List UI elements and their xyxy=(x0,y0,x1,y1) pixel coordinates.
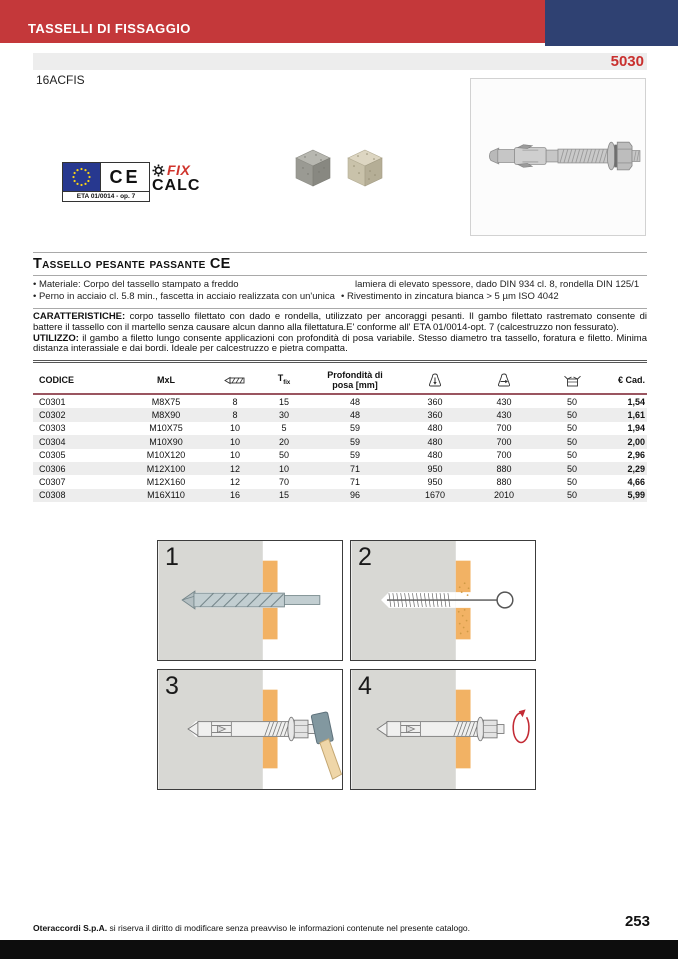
cell-drill-diameter: 10 xyxy=(229,423,240,434)
cell-price: 1,54 xyxy=(627,396,645,407)
header-mxl: MxL xyxy=(121,367,211,394)
cell-shear-load: 430 xyxy=(496,396,512,407)
cell-pack-qty: 50 xyxy=(566,423,577,434)
divider xyxy=(33,275,647,276)
installation-step-2 xyxy=(350,540,536,661)
divider xyxy=(33,308,647,309)
cell-drill-diameter: 10 xyxy=(229,436,240,447)
bullet-continuation: lamiera di elevato spessore, dado DIN 934 cl. 8, rondella DIN 125/1 xyxy=(355,279,640,290)
cell-profondita: 59 xyxy=(349,423,360,434)
cell-tfix: 20 xyxy=(278,436,289,447)
cell-price: 2,96 xyxy=(627,450,645,461)
cell-tfix: 15 xyxy=(278,396,289,407)
installation-step-1 xyxy=(157,540,343,661)
cell-profondita: 71 xyxy=(349,463,360,474)
cell-pack-qty: 50 xyxy=(566,463,577,474)
header-drill-diameter xyxy=(211,367,259,394)
header-blue-block xyxy=(545,0,678,46)
cell-axial-load: 360 xyxy=(427,410,443,421)
header-axial-load xyxy=(401,367,469,394)
section-title: Tassello pesante passante CE xyxy=(33,256,231,272)
cell-mxl: M10X120 xyxy=(146,450,186,461)
cell-tfix: 15 xyxy=(278,490,289,501)
step-number: 2 xyxy=(358,543,372,571)
axial-load-icon xyxy=(427,373,443,387)
stone-cube-icon xyxy=(344,146,386,188)
cell-shear-load: 700 xyxy=(496,436,512,447)
bullet-item: • Rivestimento in zincatura bianca > 5 µm ISO 4042 xyxy=(341,290,559,302)
divider xyxy=(33,252,647,253)
eu-flag-icon xyxy=(63,163,101,191)
cell-codice: C0301 xyxy=(39,396,66,407)
table-row xyxy=(33,394,647,408)
cell-profondita: 48 xyxy=(349,396,360,407)
cell-price: 2,00 xyxy=(627,436,645,447)
series-band xyxy=(33,53,647,70)
cell-profondita: 59 xyxy=(349,436,360,447)
cell-mxl: M8X75 xyxy=(151,396,181,407)
hammer-anchor-illustration xyxy=(158,670,342,789)
cell-shear-load: 430 xyxy=(496,410,512,421)
cell-price: 1,61 xyxy=(627,410,645,421)
bullet-item: • Materiale: Corpo del tassello stampato a freddo xyxy=(33,279,239,290)
cell-pack-qty: 50 xyxy=(566,450,577,461)
cell-drill-diameter: 8 xyxy=(232,396,238,407)
cell-drill-diameter: 12 xyxy=(229,463,240,474)
series-code: 5030 xyxy=(610,53,644,70)
header-shear-load xyxy=(469,367,539,394)
fixcalc-calc-label: CALC xyxy=(152,177,201,194)
clean-hole-illustration xyxy=(351,541,535,660)
installation-step-4 xyxy=(350,669,536,790)
cell-codice: C0305 xyxy=(39,450,66,461)
anchor-bolt-photo xyxy=(471,79,645,235)
header-profondita: Profondità di posa [mm] xyxy=(309,367,401,394)
cell-profondita: 71 xyxy=(349,477,360,488)
base-material-icons xyxy=(292,146,386,188)
footer-bar xyxy=(0,940,678,959)
cell-mxl: M16X110 xyxy=(147,490,185,501)
cell-axial-load: 480 xyxy=(427,436,443,447)
fixcalc-fix-label: FIX xyxy=(167,162,191,178)
fixcalc-logo xyxy=(152,163,200,194)
cell-shear-load: 880 xyxy=(496,463,512,474)
cell-tfix: 70 xyxy=(278,477,289,488)
step-number: 3 xyxy=(165,672,179,700)
cell-pack-qty: 50 xyxy=(566,436,577,447)
cell-profondita: 59 xyxy=(349,450,360,461)
ce-mark: CE xyxy=(109,166,141,187)
header-price: € Cad. xyxy=(605,367,647,394)
cell-codice: C0303 xyxy=(39,423,66,434)
cell-price: 5,99 xyxy=(627,490,645,501)
tighten-nut-illustration xyxy=(351,670,535,789)
cell-codice: C0308 xyxy=(39,490,66,501)
cell-shear-load: 2010 xyxy=(493,490,515,501)
header-tfix: $T_{fix}$ xyxy=(259,367,309,394)
cell-tfix: 30 xyxy=(278,410,289,421)
package-quantity-icon xyxy=(563,374,582,387)
gear-icon xyxy=(152,164,165,177)
product-table xyxy=(33,367,647,502)
table-header-row xyxy=(33,367,647,394)
table-row xyxy=(33,422,647,435)
cell-profondita: 96 xyxy=(349,490,360,501)
cell-axial-load: 950 xyxy=(427,477,443,488)
cell-axial-load: 480 xyxy=(427,423,443,434)
table-row xyxy=(33,462,647,475)
table-body xyxy=(33,394,647,502)
table-row xyxy=(33,435,647,448)
cell-axial-load: 950 xyxy=(427,463,443,474)
table-row xyxy=(33,408,647,421)
cell-codice: C0306 xyxy=(39,463,66,474)
description-paragraphs xyxy=(33,312,647,355)
cell-shear-load: 880 xyxy=(496,477,512,488)
cell-drill-diameter: 10 xyxy=(229,450,240,461)
shear-load-icon xyxy=(496,373,512,387)
cell-pack-qty: 50 xyxy=(566,490,577,501)
bullet-item: • Perno in acciaio cl. 5.8 min., fascetta in acciaio realizzata con un'unica xyxy=(33,290,335,302)
header-codice: CODICE xyxy=(33,367,121,394)
double-divider xyxy=(33,360,647,363)
cell-codice: C0302 xyxy=(39,410,66,421)
cell-mxl: M12X100 xyxy=(146,463,186,474)
page-title: TASSELLI DI FISSAGGIO xyxy=(28,21,191,36)
cell-axial-load: 1670 xyxy=(424,490,446,501)
product-photo-box xyxy=(470,78,646,236)
cell-mxl: M12X160 xyxy=(146,477,186,488)
cell-pack-qty: 50 xyxy=(566,477,577,488)
cell-shear-load: 700 xyxy=(496,423,512,434)
cell-axial-load: 360 xyxy=(427,396,443,407)
drill-diameter-icon xyxy=(224,376,246,385)
table-row xyxy=(33,449,647,462)
cell-codice: C0307 xyxy=(39,477,66,488)
cell-axial-load: 480 xyxy=(427,450,443,461)
cell-tfix: 50 xyxy=(278,450,289,461)
material-bullets xyxy=(33,279,647,302)
table-row xyxy=(33,475,647,488)
cell-mxl: M8X90 xyxy=(151,410,181,421)
cell-price: 4,66 xyxy=(627,477,645,488)
step-number: 1 xyxy=(165,543,179,571)
cell-drill-diameter: 8 xyxy=(232,410,238,421)
step-number: 4 xyxy=(358,672,372,700)
concrete-cube-icon xyxy=(292,146,334,188)
cell-drill-diameter: 16 xyxy=(229,490,240,501)
cell-mxl: M10X75 xyxy=(149,423,183,434)
table-row xyxy=(33,489,647,502)
cell-tfix: 10 xyxy=(278,463,289,474)
cell-drill-diameter: 12 xyxy=(229,477,240,488)
cell-price: 1,94 xyxy=(627,423,645,434)
cell-mxl: M10X90 xyxy=(149,436,183,447)
cell-pack-qty: 50 xyxy=(566,410,577,421)
eta-approval-label: ETA 01/0014 - op. 7 xyxy=(63,191,149,201)
cell-tfix: 5 xyxy=(281,423,287,434)
cell-pack-qty: 50 xyxy=(566,396,577,407)
footer-disclaimer: Oteraccordi S.p.A. si riserva il diritto di modificare senza preavviso le informazioni contenute nel presente catalogo. xyxy=(33,923,471,933)
installation-step-3 xyxy=(157,669,343,790)
ce-certification-logo xyxy=(62,162,150,202)
cell-codice: C0304 xyxy=(39,436,66,447)
cell-shear-load: 700 xyxy=(496,450,512,461)
cell-price: 2,29 xyxy=(627,463,645,474)
header-package-qty xyxy=(539,367,605,394)
product-code: 16ACFIS xyxy=(36,73,85,87)
drill-hole-illustration xyxy=(158,541,342,660)
cell-profondita: 48 xyxy=(349,410,360,421)
caratteristiche-paragraph: CARATTERISTICHE: corpo tassello filettato con dado e rondella, utilizzato per ancoraggi pesanti. Il gambo filettato rastremato consente di battere il tassello con il martello senza causare alcun danno alla filettatura.E' conforme all' ETA 01/0014-opt. 7 (calcestruzzo non fessurato). xyxy=(33,311,647,333)
page-number: 253 xyxy=(624,913,650,930)
utilizzo-paragraph: UTILIZZO: il gambo a filetto lungo consente applicazioni con profondità di posa variabile. Stesso diametro tra tassello, foratura e filetto. Minima distanza interassiale e dai bordi. Ideale per calcestruzzo e pietra compatta. xyxy=(33,332,647,355)
